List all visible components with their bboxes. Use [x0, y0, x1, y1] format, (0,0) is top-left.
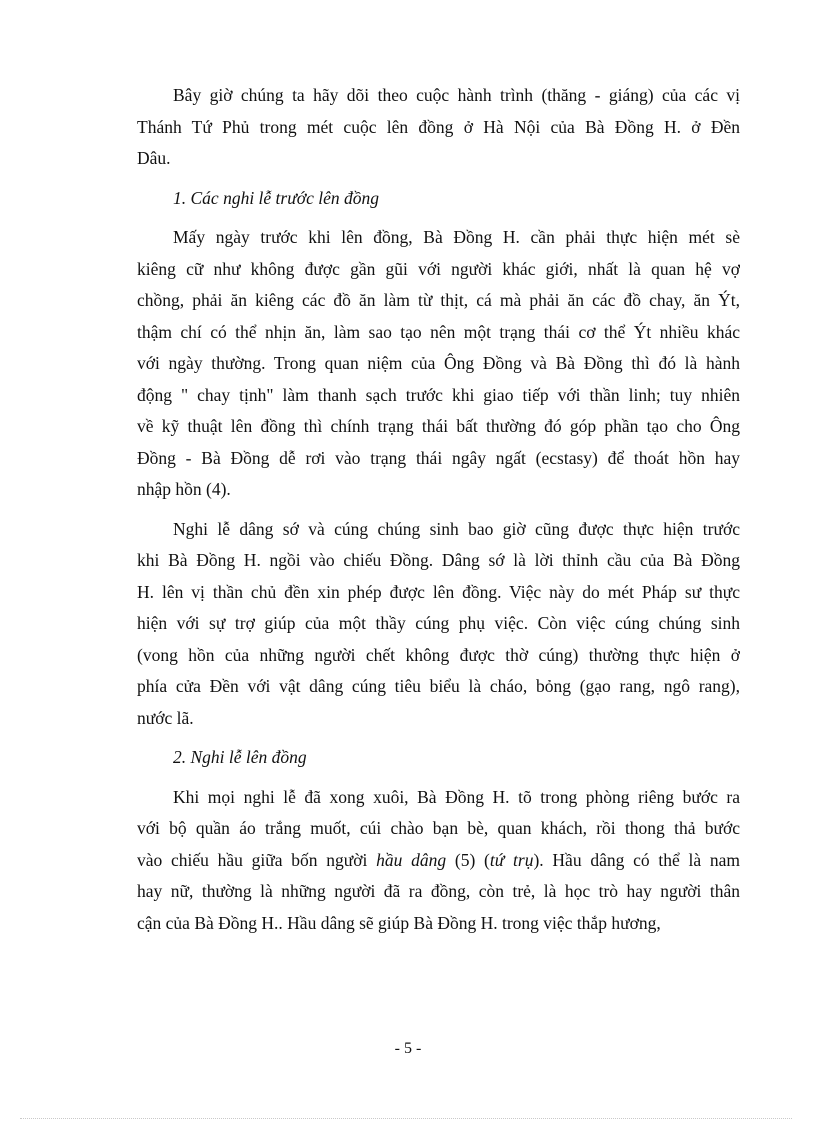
- paragraph-1: [137, 222, 740, 506]
- text-line: Nghi lễ dâng sớ và cúng chúng sinh bao giờ cũng được thực hiện trước: [173, 518, 740, 539]
- text-line: [137, 845, 740, 877]
- page-number: - 5 -: [394, 1040, 422, 1057]
- text-line: Đồng - Bà Đồng dễ rơi vào trạng thái ngây ngất (ecstasy) để thoát hồn hay: [137, 447, 740, 468]
- text-line: kiêng cữ như không được gần gũi với người khác giới, nhất là quan hệ vợ: [137, 258, 740, 279]
- text-line: H. lên vị thần chủ đền xin phép được lên đồng. Việc này do mét Pháp sư thực: [137, 581, 740, 602]
- text-line: Bây giờ chúng ta hãy dõi theo cuộc hành trình (thăng - giáng) của các vị: [173, 85, 740, 105]
- text-line: Mấy ngày trước khi lên đồng, Bà Đồng H. cần phải thực hiện mét sè: [173, 227, 740, 247]
- document-body: [137, 80, 740, 939]
- text-line: Khi mọi nghi lễ đã xong xuôi, Bà Đồng H. tõ trong phòng riêng bước ra: [173, 786, 740, 807]
- text-line: với bộ quần áo trắng muốt, cúi chào bạn bè, quan khách, rồi thong thả bước: [137, 818, 740, 838]
- footer-divider: [20, 1118, 792, 1119]
- text-line: nhập hồn (4).: [137, 479, 231, 499]
- text-line: thậm chí có thể nhịn ăn, làm sao tạo nên một trạng thái cơ thể Ýt nhiều khác: [137, 321, 740, 342]
- text-line: chồng, phải ăn kiêng các đồ ăn làm từ thịt, cá mà phải ăn các đồ chay, ăn Ýt,: [137, 290, 740, 310]
- text-line: hay nữ, thường là những người đã ra đồng, còn trẻ, là học trò hay người thân: [137, 881, 740, 901]
- text-line: cận của Bà Đồng H.. Hầu dâng sẽ giúp Bà Đồng H. trong việc thắp hương,: [137, 912, 661, 933]
- text-run: (5) (: [446, 849, 490, 870]
- text-line: hiện với sự trợ giúp của một thầy cúng phụ việc. Còn việc cúng chúng sinh: [137, 613, 740, 633]
- section-heading-2: 2. Nghi lễ lên đồng: [173, 747, 307, 767]
- text-line: Dâu.: [137, 148, 171, 168]
- text-line: (vong hồn của những người chết không được thờ cúng) thường thực hiện ở: [137, 644, 740, 665]
- emphasis-term: hầu dâng: [376, 849, 447, 870]
- text-run: vào chiếu hầu giữa bốn người: [137, 849, 377, 870]
- text-line: với ngày thường. Trong quan niệm của Ông Đồng và Bà Đồng thì đó là hành: [137, 353, 740, 373]
- section-heading-1: 1. Các nghi lễ trước lên đồng: [173, 187, 380, 208]
- text-run: ). Hầu dâng có thể là nam: [533, 849, 740, 870]
- text-line: Thánh Tứ Phủ trong mét cuộc lên đồng ở Hà Nội của Bà Đồng H. ở Đền: [137, 116, 740, 137]
- text-line: nước lã.: [137, 707, 194, 728]
- text-line: về kỹ thuật lên đồng thì chính trạng thái bất thường đó góp phần tạo cho Ông: [137, 416, 740, 436]
- text-line: khi Bà Đồng H. ngồi vào chiếu Đồng. Dâng sớ là lời thỉnh cầu của Bà Đồng: [137, 550, 740, 570]
- emphasis-term: tứ trụ: [489, 849, 534, 870]
- intro-paragraph: [137, 80, 740, 175]
- text-line: động " chay tịnh" làm thanh sạch trước khi giao tiếp với thần linh; tuy nhiên: [137, 384, 740, 405]
- paragraph-2: [137, 514, 740, 735]
- paragraph-3: [137, 782, 740, 940]
- text-line: phía cửa Đền với vật dâng cúng tiêu biểu là cháo, bỏng (gạo rang, ngô rang),: [137, 676, 740, 696]
